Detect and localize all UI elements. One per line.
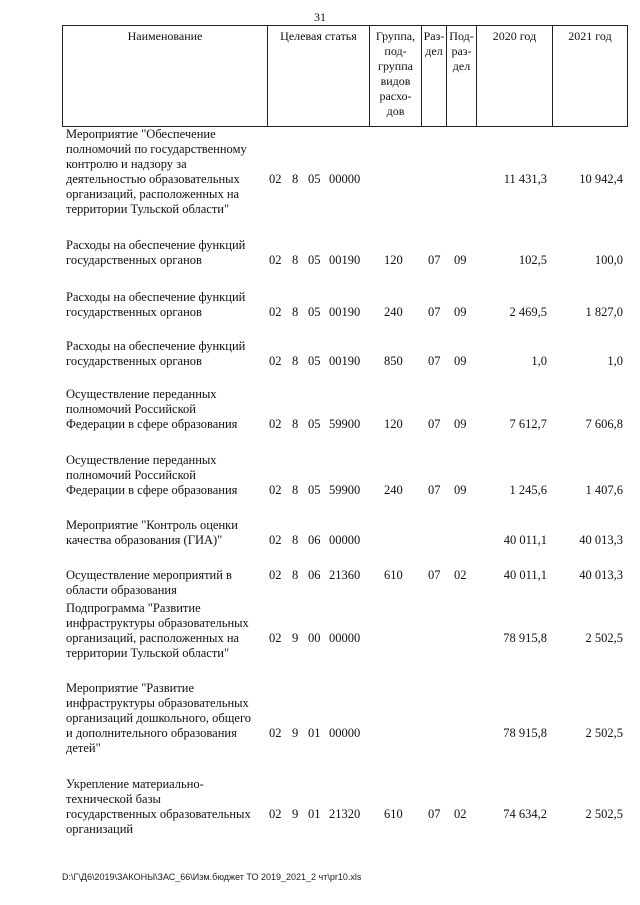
row-name-line: Укрепление материально- — [66, 777, 204, 791]
code-direction: 00000 — [329, 726, 361, 740]
amount-2020: 1,0 — [531, 354, 547, 368]
expense-group: 120 — [384, 253, 403, 267]
row-name-line: и дополнительного образования — [66, 726, 237, 740]
amount-2020: 78 915,8 — [503, 631, 547, 645]
row-name-line: территории Тульской области" — [66, 202, 230, 216]
row-name-line: технической базы — [66, 792, 161, 806]
header-name-label: Наименование — [127, 29, 203, 43]
code-measure: 05 — [308, 483, 321, 497]
row-name — [66, 681, 261, 756]
code-direction: 00190 — [329, 253, 361, 267]
code-direction: 59900 — [329, 483, 361, 497]
row-name-line: Расходы на обеспечение функций — [66, 290, 246, 304]
amount-2021: 2 502,5 — [585, 726, 623, 740]
expense-group: 850 — [384, 354, 403, 368]
expense-group: 120 — [384, 417, 403, 431]
code-subprogram: 8 — [292, 354, 299, 368]
code-program: 02 — [269, 568, 282, 582]
row-name-line: Осуществление переданных — [66, 387, 217, 401]
amount-2020: 40 011,1 — [503, 533, 547, 547]
row-name-line: Расходы на обеспечение функций — [66, 339, 246, 353]
header-subsection-line: Под- — [449, 29, 474, 43]
code-subprogram: 8 — [292, 417, 299, 431]
amount-2020: 40 011,1 — [503, 568, 547, 582]
code-direction: 59900 — [329, 417, 361, 431]
amount-2021: 7 606,8 — [585, 417, 623, 431]
amount-2021: 40 013,3 — [579, 533, 623, 547]
code-direction: 21360 — [329, 568, 361, 582]
amount-2020: 2 469,5 — [509, 305, 547, 319]
amount-2020: 78 915,8 — [503, 726, 547, 740]
row-name-line: Федерации в сфере образования — [66, 483, 238, 497]
row-name-line: Мероприятие "Развитие — [66, 681, 195, 695]
header-subsection-line: дел — [452, 59, 471, 73]
code-subprogram: 8 — [292, 172, 299, 186]
row-name-line: территории Тульской области" — [66, 646, 230, 660]
code-measure: 01 — [308, 807, 321, 821]
row-name-line: Осуществление переданных — [66, 453, 217, 467]
code-program: 02 — [269, 533, 282, 547]
code-measure: 05 — [308, 172, 321, 186]
row-name-line: Федерации в сфере образования — [66, 417, 238, 431]
code-measure: 06 — [308, 533, 321, 547]
code-program: 02 — [269, 354, 282, 368]
row-name — [66, 339, 261, 369]
header-2020 — [477, 26, 553, 126]
row-name-line: организаций дошкольного, общего — [66, 711, 252, 725]
row-name-line: инфраструктуры образовательных — [66, 696, 249, 710]
header-2021 — [553, 26, 627, 126]
header-group-line: видов — [380, 74, 411, 88]
header-group-line: расхо- — [379, 89, 412, 103]
section-code: 07 — [428, 354, 441, 368]
row-name — [66, 238, 261, 268]
code-program: 02 — [269, 172, 282, 186]
subsection-code: 09 — [454, 354, 467, 368]
code-program: 02 — [269, 417, 282, 431]
amount-2021: 10 942,4 — [579, 172, 623, 186]
subsection-code: 02 — [454, 807, 467, 821]
amount-2020: 74 634,2 — [503, 807, 547, 821]
row-name-line: качества образования (ГИА)" — [66, 533, 223, 547]
header-target — [268, 26, 370, 126]
code-subprogram: 9 — [292, 807, 299, 821]
amount-2021: 2 502,5 — [585, 631, 623, 645]
subsection-code: 09 — [454, 305, 467, 319]
row-name-line: Расходы на обеспечение функций — [66, 238, 246, 252]
header-group-line: дов — [386, 104, 405, 118]
amount-2021: 1 827,0 — [585, 305, 623, 319]
header-section-line: Раз- — [423, 29, 445, 43]
row-name — [66, 387, 261, 432]
code-program: 02 — [269, 631, 282, 645]
row-name-line: полномочий Российской — [66, 468, 196, 482]
row-name-line: области образования — [66, 583, 177, 597]
header-2021-label: 2021 год — [568, 29, 612, 43]
row-name-line: детей" — [66, 741, 101, 755]
code-subprogram: 8 — [292, 483, 299, 497]
code-program: 02 — [269, 305, 282, 319]
code-program: 02 — [269, 726, 282, 740]
section-code: 07 — [428, 483, 441, 497]
table-header — [62, 25, 628, 127]
code-direction: 00190 — [329, 305, 361, 319]
row-name-line: государственных органов — [66, 305, 202, 319]
code-subprogram: 8 — [292, 253, 299, 267]
row-name-line: Мероприятие "Контроль оценки — [66, 518, 238, 532]
expense-group: 240 — [384, 305, 403, 319]
amount-2020: 1 245,6 — [509, 483, 547, 497]
section-code: 07 — [428, 568, 441, 582]
row-name — [66, 127, 261, 217]
amount-2021: 1 407,6 — [585, 483, 623, 497]
code-measure: 01 — [308, 726, 321, 740]
header-group-line: Группа, — [375, 29, 416, 43]
expense-group: 610 — [384, 568, 403, 582]
header-section — [422, 26, 447, 126]
section-code: 07 — [428, 807, 441, 821]
page-number: 31 — [314, 10, 326, 24]
header-group-line: группа — [378, 59, 413, 73]
amount-2021: 40 013,3 — [579, 568, 623, 582]
header-target-label: Целевая статья — [280, 29, 357, 43]
file-path-footer: D:\Г\Д6\2019\ЗАКОНЫ\ЗАС_66\Изм.бюджет ТО 2019_2021_2 чт\pr10.xls — [62, 872, 362, 882]
row-name-line: полномочий Российской — [66, 402, 196, 416]
subsection-code: 02 — [454, 568, 467, 582]
code-subprogram: 8 — [292, 568, 299, 582]
header-2020-label: 2020 год — [492, 29, 537, 43]
subsection-code: 09 — [454, 417, 467, 431]
code-measure: 05 — [308, 253, 321, 267]
expense-group: 240 — [384, 483, 403, 497]
amount-2020: 102,5 — [518, 253, 547, 267]
section-code: 07 — [428, 253, 441, 267]
code-measure: 00 — [308, 631, 321, 645]
subsection-code: 09 — [454, 253, 467, 267]
section-code: 07 — [428, 305, 441, 319]
code-program: 02 — [269, 483, 282, 497]
row-name-line: полномочий по государственному — [66, 142, 247, 156]
amount-2020: 7 612,7 — [509, 417, 547, 431]
row-name-line: организаций, расположенных на — [66, 187, 240, 201]
section-code: 07 — [428, 417, 441, 431]
row-name-line: государственных органов — [66, 354, 202, 368]
code-measure: 06 — [308, 568, 321, 582]
header-subsection — [447, 26, 477, 126]
code-subprogram: 8 — [292, 533, 299, 547]
row-name-line: Осуществление мероприятий в — [66, 568, 232, 582]
amount-2021: 2 502,5 — [585, 807, 623, 821]
code-program: 02 — [269, 807, 282, 821]
row-name — [66, 518, 261, 548]
code-measure: 05 — [308, 417, 321, 431]
code-direction: 00000 — [329, 533, 361, 547]
row-name — [66, 601, 261, 661]
expense-group: 610 — [384, 807, 403, 821]
header-group-line: под- — [384, 44, 407, 58]
row-name-line: деятельностью образовательных — [66, 172, 240, 186]
code-program: 02 — [269, 253, 282, 267]
row-name-line: государственных образовательных — [66, 807, 251, 821]
amount-2021: 100,0 — [594, 253, 623, 267]
amount-2021: 1,0 — [607, 354, 623, 368]
header-group — [370, 26, 422, 126]
code-direction: 00190 — [329, 354, 361, 368]
code-subprogram: 9 — [292, 631, 299, 645]
code-direction: 21320 — [329, 807, 361, 821]
subsection-code: 09 — [454, 483, 467, 497]
header-section-line: дел — [425, 44, 443, 58]
row-name-line: Мероприятие "Обеспечение — [66, 127, 216, 141]
row-name-line: контролю и надзору за — [66, 157, 187, 171]
code-subprogram: 8 — [292, 305, 299, 319]
row-name — [66, 453, 261, 498]
code-measure: 05 — [308, 354, 321, 368]
row-name-line: организаций, расположенных на — [66, 631, 240, 645]
row-name-line: Подпрограмма "Развитие — [66, 601, 201, 615]
row-name-line: инфраструктуры образовательных — [66, 616, 249, 630]
amount-2020: 11 431,3 — [503, 172, 547, 186]
row-name — [66, 290, 261, 320]
code-subprogram: 9 — [292, 726, 299, 740]
header-name — [63, 26, 268, 126]
row-name-line: государственных органов — [66, 253, 202, 267]
header-subsection-line: раз- — [451, 44, 472, 58]
code-direction: 00000 — [329, 631, 361, 645]
row-name — [66, 777, 261, 837]
row-name — [66, 568, 261, 598]
code-measure: 05 — [308, 305, 321, 319]
row-name-line: организаций — [66, 822, 134, 836]
code-direction: 00000 — [329, 172, 361, 186]
